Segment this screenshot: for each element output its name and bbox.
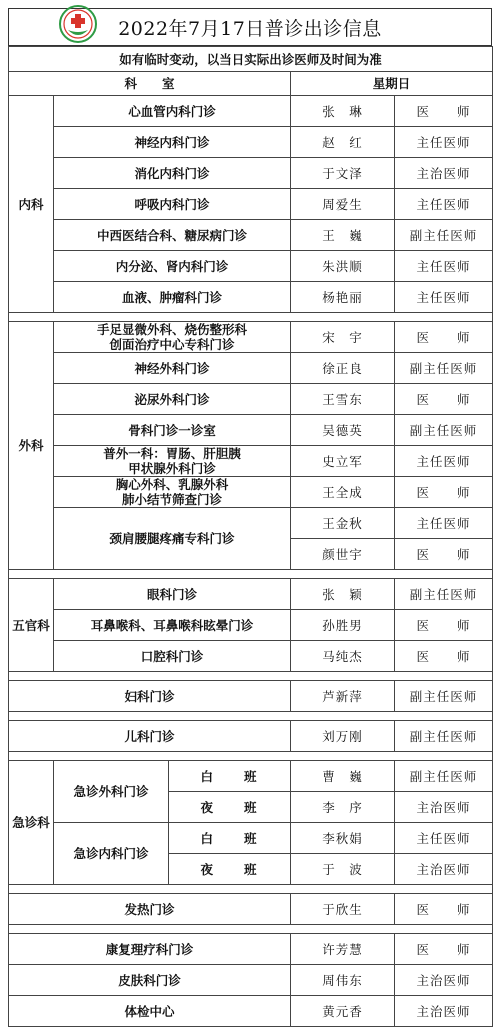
clinic-name [54,477,291,508]
table-row [9,96,493,127]
doctor-title: 副主任医师 [395,761,493,792]
doctor-title: 医 师 [395,384,493,415]
doctor-title: 医 师 [395,477,493,508]
doctor-title: 医 师 [395,539,493,570]
doctor-name: 许芳慧 [291,934,395,965]
clinic-name: 内分泌、肾内科门诊 [54,251,291,282]
doctor-title: 副主任医师 [395,721,493,752]
table-row [9,610,493,641]
table-row [9,127,493,158]
shift-label: 夜 班 [169,792,291,823]
doctor-name: 王雪东 [291,384,395,415]
doctor-name: 黄元香 [291,996,395,1027]
dept-emergency: 急诊科 [9,761,54,885]
doctor-title: 主治医师 [395,965,493,996]
doctor-title: 主任医师 [395,127,493,158]
shift-label: 夜 班 [169,854,291,885]
doctor-title: 主任医师 [395,508,493,539]
shift-label: 白 班 [169,761,291,792]
page-title: 2022年7月17日普诊出诊信息 [118,18,382,40]
clinic-name: 儿科门诊 [9,721,291,752]
doctor-title: 主治医师 [395,996,493,1027]
clinic-name: 神经内科门诊 [54,127,291,158]
clinic-name: 眼科门诊 [54,579,291,610]
doctor-name: 宋 宇 [291,322,395,353]
table-row [9,189,493,220]
doctor-title: 副主任医师 [395,681,493,712]
doctor-name: 张 琳 [291,96,395,127]
table-row [9,446,493,477]
doctor-name: 王金秋 [291,508,395,539]
doctor-name: 芦新萍 [291,681,395,712]
schedule-table [8,46,493,1027]
doctor-title: 医 师 [395,894,493,925]
doctor-title: 主任医师 [395,251,493,282]
doctor-title: 主治医师 [395,854,493,885]
clinic-name: 血液、肿瘤科门诊 [54,282,291,313]
doctor-title: 医 师 [395,610,493,641]
clinic-name: 中西医结合科、糖尿病门诊 [54,220,291,251]
clinic-name-line1: 胸心外科、乳腺外科 [115,477,229,492]
doctor-title: 副主任医师 [395,220,493,251]
doctor-name: 于 波 [291,854,395,885]
doctor-title: 医 师 [395,322,493,353]
table-row [9,508,493,539]
doctor-title: 主治医师 [395,158,493,189]
shift-label: 白 班 [169,823,291,854]
clinic-name: 急诊内科门诊 [54,823,169,885]
table-row [9,384,493,415]
table-row [9,415,493,446]
clinic-name-line2: 甲状腺外科门诊 [128,461,216,476]
table-row [9,282,493,313]
table-row [9,894,493,925]
doctor-name: 赵 红 [291,127,395,158]
doctor-title: 医 师 [395,96,493,127]
clinic-name-line1: 手足显微外科、烧伤整形科 [96,322,247,337]
clinic-name: 发热门诊 [9,894,291,925]
clinic-name: 康复理疗科门诊 [9,934,291,965]
clinic-name: 皮肤科门诊 [9,965,291,996]
doctor-name: 王全成 [291,477,395,508]
doctor-title: 副主任医师 [395,579,493,610]
table-row [9,934,493,965]
doctor-title: 主任医师 [395,823,493,854]
clinic-name: 体检中心 [9,996,291,1027]
doctor-name: 曹 巍 [291,761,395,792]
doctor-title: 主任医师 [395,446,493,477]
doctor-title: 主任医师 [395,189,493,220]
clinic-name: 消化内科门诊 [54,158,291,189]
doctor-name: 孙胜男 [291,610,395,641]
doctor-name: 周伟东 [291,965,395,996]
doctor-name: 李秋娟 [291,823,395,854]
table-row [9,251,493,282]
table-row [9,721,493,752]
table-row [9,823,493,854]
clinic-name: 耳鼻喉科、耳鼻喉科眩晕门诊 [54,610,291,641]
dept-surgery: 外科 [9,322,54,570]
doctor-name: 张 颖 [291,579,395,610]
table-row [9,220,493,251]
doctor-name: 于文泽 [291,158,395,189]
doctor-title: 主治医师 [395,792,493,823]
doctor-name: 史立军 [291,446,395,477]
clinic-name: 妇科门诊 [9,681,291,712]
notice: 如有临时变动，以当日实际出诊医师及时间为准 [9,47,493,72]
doctor-name: 王 巍 [291,220,395,251]
table-row [9,158,493,189]
clinic-name-line1: 普外一科：胃肠、肝胆胰 [103,446,241,461]
doctor-title: 副主任医师 [395,415,493,446]
clinic-name: 神经外科门诊 [54,353,291,384]
clinic-name [54,322,291,353]
table-row [9,322,493,353]
doctor-name: 颜世宇 [291,539,395,570]
doctor-title: 主任医师 [395,282,493,313]
doctor-name: 刘万刚 [291,721,395,752]
table-row [9,579,493,610]
doctor-name: 吴德英 [291,415,395,446]
clinic-name: 心血管内科门诊 [54,96,291,127]
clinic-name: 泌尿外科门诊 [54,384,291,415]
doctor-name: 马纯杰 [291,641,395,672]
clinic-name: 骨科门诊一诊室 [54,415,291,446]
table-row [9,641,493,672]
header-department: 科 室 [9,72,291,96]
table-row [9,965,493,996]
table-row [9,996,493,1027]
clinic-name: 呼吸内科门诊 [54,189,291,220]
clinic-name-line2: 肺小结节筛查门诊 [121,492,222,507]
table-row [9,477,493,508]
dept-internal-medicine: 内科 [9,96,54,313]
clinic-name-line2: 创面治疗中心专科门诊 [109,337,235,352]
header-weekday: 星期日 [291,72,493,96]
doctor-title: 医 师 [395,641,493,672]
doctor-name: 于欣生 [291,894,395,925]
clinic-name: 急诊外科门诊 [54,761,169,823]
doctor-name: 徐正良 [291,353,395,384]
table-row [9,761,493,792]
doctor-name: 李 序 [291,792,395,823]
doctor-name: 杨艳丽 [291,282,395,313]
clinic-name: 颈肩腰腿疼痛专科门诊 [54,508,291,570]
dept-ent: 五官科 [9,579,54,672]
doctor-name: 朱洪顺 [291,251,395,282]
doctor-title: 副主任医师 [395,353,493,384]
table-row [9,681,493,712]
doctor-title: 医 师 [395,934,493,965]
clinic-name [54,446,291,477]
table-row [9,353,493,384]
clinic-name: 口腔科门诊 [54,641,291,672]
doctor-name: 周爱生 [291,189,395,220]
